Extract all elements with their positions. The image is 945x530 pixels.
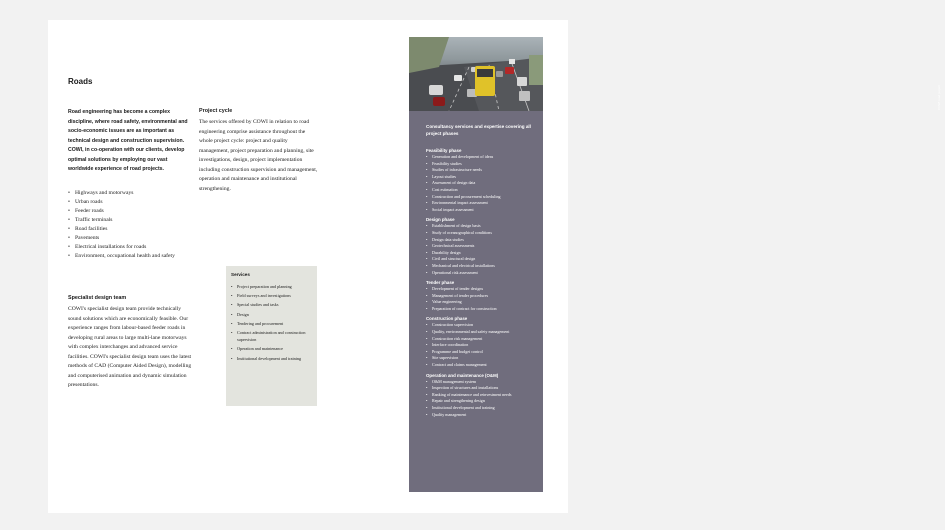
list-item: • Inspection of structures and installations — [426, 385, 541, 392]
group-list — [426, 322, 541, 368]
list-item: • Establishment of design basis — [426, 223, 541, 230]
list-item: • Operational risk assessment — [426, 270, 541, 277]
road-types-list — [68, 189, 192, 261]
list-item: • Pavements — [68, 234, 192, 243]
list-item: • Value engineering — [426, 299, 541, 306]
list-item: • Urban roads — [68, 198, 192, 207]
list-item: • Electrical installations for roads — [68, 243, 192, 252]
list-item: • Environment, occupational health and safety — [68, 252, 192, 261]
list-item: • Development of tender designs — [426, 286, 541, 293]
list-item: • Institutional development and training — [426, 405, 541, 412]
list-item: • Social impact assessment — [426, 207, 541, 214]
services-box — [226, 266, 317, 406]
group-list — [426, 154, 541, 213]
list-item: • Mechanical and electrical installations — [426, 263, 541, 270]
list-item: • Feeder roads — [68, 207, 192, 216]
panel-lead: Consultancy services and expertise covering all project phases — [426, 124, 531, 136]
tender-phase-group — [426, 279, 541, 312]
list-item: • Special studies and tasks — [231, 301, 315, 308]
list-item: • Contract and claims management — [426, 362, 541, 369]
design-phase-group — [426, 216, 541, 276]
group-title: Tender phase — [426, 280, 455, 286]
group-title: Feasibility phase — [426, 148, 462, 153]
construction-phase-group — [426, 315, 541, 368]
list-item: • Generation and development of ideas — [426, 154, 541, 161]
services-list — [231, 283, 315, 364]
list-item: • Programme and budget control — [426, 349, 541, 356]
list-item: • Geotechnical assessments — [426, 243, 541, 250]
list-item: • Institutional development and training — [231, 355, 315, 362]
list-item: • Tendering and procurement — [231, 320, 315, 327]
list-item: • Quality, environmental and safety management — [426, 329, 541, 336]
phase-groups — [426, 147, 541, 421]
list-item: • Ranking of maintenance and reinvestment needs — [426, 392, 541, 399]
list-item: • Site supervision — [426, 355, 541, 362]
list-item: • Field surveys and investigations — [231, 292, 315, 299]
group-title: Operation and maintenance (O&M) — [426, 372, 499, 378]
list-item: • Construction supervision — [426, 322, 541, 329]
group-list — [426, 223, 541, 276]
list-item: • Traffic terminals — [68, 216, 192, 225]
list-item: • Durability design — [426, 250, 541, 257]
highway-traffic-photo — [409, 37, 941, 111]
group-title: Design phase — [426, 217, 455, 223]
list-item: • Highways and motorways — [68, 189, 192, 198]
list-item: • Management of tender procedures — [426, 293, 541, 300]
operation-maintenance-group — [426, 372, 541, 419]
list-item: • Construction and procurement scheduling — [426, 194, 541, 201]
list-item: • Environmental impact assessment — [426, 200, 541, 207]
list-item: • Design — [231, 311, 315, 318]
list-item: • Design data studies — [426, 237, 541, 244]
list-item: • Operation and maintenance — [231, 345, 315, 352]
list-item: • Studies of infrastructure needs — [426, 167, 541, 174]
project-cycle-paragraph: The services offered by COWI in relation to road engineering comprise assistance throughout the whole project cycle: project and quality management, project preparation and planning, site investigations, design, project implementation including construction supervision and management, operation and maintenance and institutional strengthening. — [199, 119, 318, 192]
list-item: • Construction risk management — [426, 336, 541, 343]
group-list — [426, 286, 541, 312]
group-list — [426, 379, 541, 419]
project-cycle-heading: Project cycle — [199, 108, 233, 114]
list-item: • Quality management — [426, 412, 541, 419]
list-item: • Civil and structural design — [426, 256, 541, 263]
intro-paragraph: Road engineering has become a complex discipline, where road safety, environmental and socio-economic issues are as important as technical design and construction supervision. COWI, in co-operation with our clients, develop optimal solutions by employing our vast worldwide experience of road projects. — [68, 109, 188, 172]
group-title: Construction phase — [426, 316, 468, 322]
specialist-heading: Specialist design team — [68, 295, 127, 301]
list-item: • Feasibility studies — [426, 161, 541, 168]
feasibility-phase-group — [426, 147, 541, 213]
list-item: • Interface coordination — [426, 342, 541, 349]
list-item: • Project preparation and planning — [231, 283, 315, 290]
list-item: • Study of oceanographical conditions — [426, 230, 541, 237]
list-item: • Assessment of design data — [426, 180, 541, 187]
page-title: Roads — [68, 77, 93, 86]
list-item: • Preparation of contract for construction — [426, 306, 541, 313]
specialist-paragraph: COWI's specialist design team provide technically sound solutions which are economically feasible. Our experience ranges from labour-based feeder roads in developing rural areas to large multi-lane motorways with complex interchanges and advanced service facilities. COWI's specialist design team uses the latest methods of CAD (Computer Aided Design), modelling and computerised animation and dynamic simulation presentations. — [68, 306, 192, 388]
list-item: • Contract administration and construction supervision — [231, 329, 315, 343]
list-item: • O&M management system — [426, 379, 541, 386]
list-item: • Road facilities — [68, 225, 192, 234]
photo-caption: COWI road project — [937, 85, 941, 110]
list-item: • Cost estimation — [426, 187, 541, 194]
expertise-panel — [409, 111, 543, 492]
highway-photo-illustration — [409, 37, 543, 111]
list-item: • Layout studies — [426, 174, 541, 181]
services-title: Services — [231, 272, 250, 277]
list-item: • Repair and strengthening design — [426, 398, 541, 405]
